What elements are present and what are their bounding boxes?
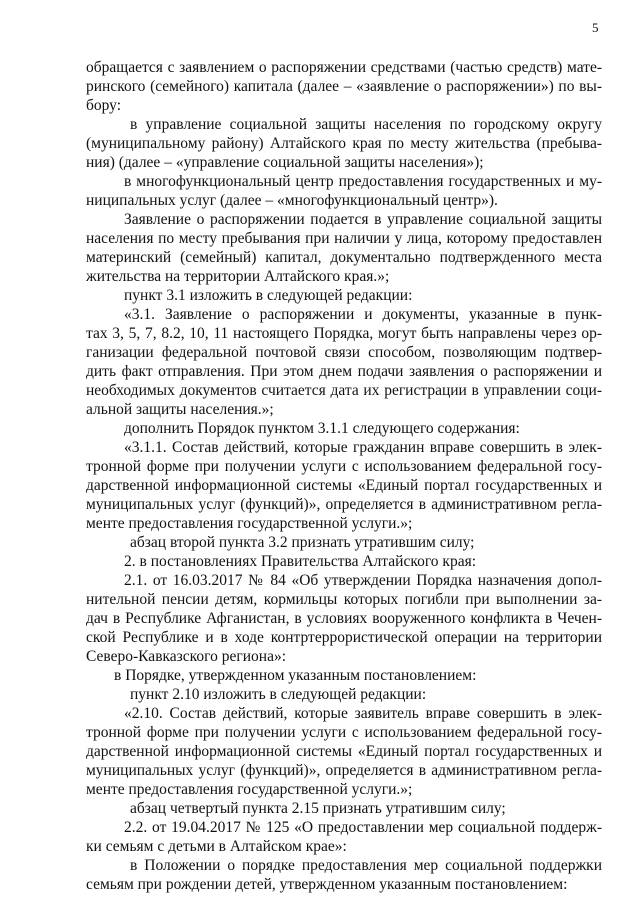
text-line: ганизации федеральной почтовой связи способом, позволяющим подтвер-: [86, 344, 602, 361]
text-line: менте предоставления государственной услуги.»;: [86, 781, 413, 798]
text-line: муниципальных услуг (функций)», определяется в административном регла-: [86, 762, 602, 779]
text-line: необходимых документов считается дата их регистрации в управлении соци-: [86, 382, 602, 399]
text-line: пункт 2.10 изложить в следующей редакции:: [130, 686, 427, 703]
text-line: обращается с заявлением о распоряжении средствами (частью средств) мате-: [86, 59, 602, 76]
text-line: «3.1. Заявление о распоряжении и документы, указанные в пунк-: [124, 306, 602, 323]
text-line: семьям при рождении детей, утвержденном указанным постановлением:: [86, 876, 568, 893]
text-line: дарственной информационной системы «Единый портал государственных и: [86, 743, 602, 760]
text-line: альной защиты населения.»;: [86, 401, 274, 418]
text-line: ки семьям с детьми в Алтайском крае»:: [86, 838, 347, 855]
text-line: в Положении о порядке предоставления мер социальной поддержки: [130, 857, 602, 874]
text-line: муниципальных услуг (функций)», определяется в административном регла-: [86, 496, 602, 513]
text-line: менте предоставления государственной услуги.»;: [86, 515, 413, 532]
text-line: ния) (далее – «управление социальной защиты населения»);: [86, 154, 484, 171]
text-line: ринского (семейного) капитала (далее – «заявление о распоряжении») по вы-: [86, 78, 602, 95]
text-line: «2.10. Состав действий, которые заявитель вправе совершить в элек-: [124, 705, 602, 722]
text-line: населения по месту пребывания при наличии у лица, которому предоставлен: [86, 230, 602, 247]
text-line: абзац четвертый пункта 2.15 признать утратившим силу;: [130, 800, 506, 817]
text-line: дить факт отправления. При этом днем подачи заявления о распоряжении и: [86, 363, 602, 380]
text-line: абзац второй пункта 3.2 признать утратившим силу;: [130, 534, 475, 551]
text-line: ской Республике и в ходе контртеррористической операции на территории: [86, 629, 602, 646]
text-line: дач в Республике Афганистан, в условиях вооруженного конфликта в Чечен-: [86, 610, 602, 627]
text-line: пункт 3.1 изложить в следующей редакции:: [124, 287, 413, 304]
text-line: материнский (семейный) капитал, документально подтвержденного места: [86, 249, 602, 266]
text-line: бору:: [86, 97, 122, 114]
text-line: дарственной информационной системы «Единый портал государственных и: [86, 477, 602, 494]
text-line: 2.1. от 16.03.2017 № 84 «Об утверждении Порядка назначения допол-: [124, 572, 602, 589]
text-line: Заявление о распоряжении подается в управление социальной защиты: [124, 211, 602, 228]
text-line: 2. в постановлениях Правительства Алтайского края:: [124, 553, 477, 570]
text-line: «3.1.1. Состав действий, которые гражданин вправе совершить в элек-: [124, 439, 602, 456]
text-line: (муниципальному району) Алтайского края по месту жительства (пребыва-: [86, 135, 602, 152]
text-line: нительной пенсии детям, кормильцы которых погибли при выполнении за-: [86, 591, 602, 608]
text-line: дополнить Порядок пунктом 3.1.1 следующего содержания:: [124, 420, 520, 437]
text-line: тах 3, 5, 7, 8.2, 10, 11 настоящего Порядка, могут быть направлены через ор-: [86, 325, 602, 342]
text-line: ниципальных услуг (далее – «многофункциональный центр»).: [86, 192, 498, 209]
text-line: в управление социальной защиты населения по городскому округу: [130, 116, 602, 133]
page-number: 5: [592, 20, 599, 35]
text-line: жительства на территории Алтайского края.»;: [86, 268, 390, 285]
text-line: Северо-Кавказского региона»:: [86, 648, 287, 665]
text-line: 2.2. от 19.04.2017 № 125 «О предоставлении мер социальной поддерж-: [124, 819, 602, 836]
text-line: тронной форме при получении услуги с использованием федеральной госу-: [86, 724, 602, 741]
text-line: в Порядке, утвержденном указанным постановлением:: [114, 667, 477, 684]
document-body: [86, 58, 602, 894]
text-line: в многофункциональный центр предоставления государственных и му-: [124, 173, 602, 190]
text-line: тронной форме при получении услуги с использованием федеральной госу-: [86, 458, 602, 475]
